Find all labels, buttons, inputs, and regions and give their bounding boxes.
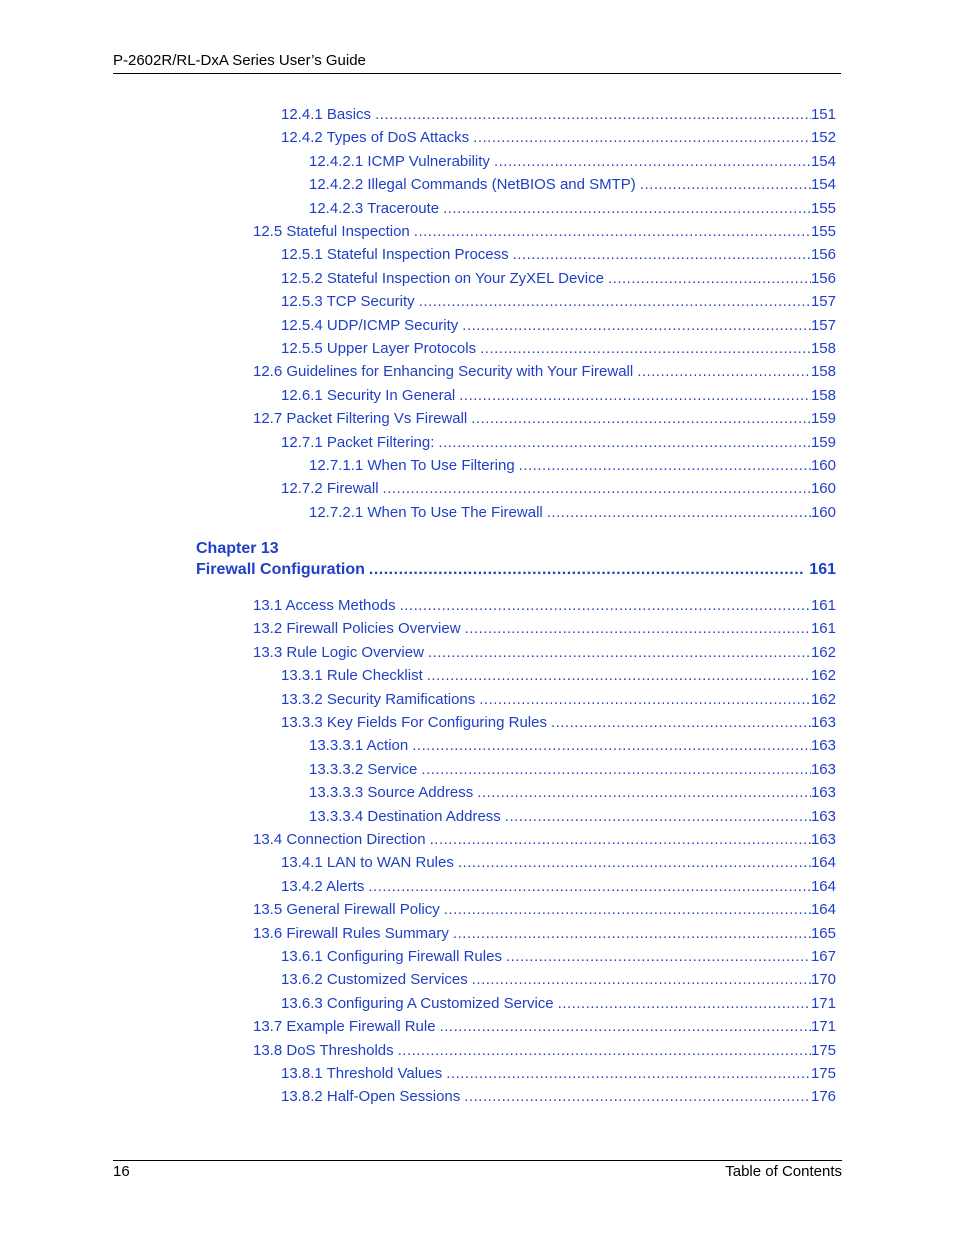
toc-entry[interactable]	[253, 831, 836, 851]
toc-entry[interactable]	[281, 714, 836, 734]
toc-entry-page: 158	[810, 340, 836, 357]
dot-leader	[400, 597, 811, 614]
toc-entry[interactable]	[281, 667, 836, 687]
toc-entry-title: 12.5.1 Stateful Inspection Process	[281, 246, 509, 264]
toc-entry-title: 12.4.2.3 Traceroute	[309, 199, 440, 217]
page-number: 16	[113, 1163, 130, 1180]
dot-leader	[558, 995, 811, 1012]
toc-entry-title: 12.7.2.1 When To Use The Firewall	[309, 503, 543, 521]
toc-entry-page: 154	[810, 152, 836, 170]
toc-entry[interactable]	[309, 504, 836, 524]
toc-entry-page: 157	[810, 293, 836, 311]
toc-entry-title: 12.5.4 UDP/ICMP Security	[281, 316, 459, 334]
toc-entry[interactable]	[253, 925, 836, 945]
toc-entry-title: 13.4.1 LAN to WAN Rules	[281, 854, 454, 872]
toc-entry-page: 157	[810, 316, 836, 334]
dot-leader	[398, 1042, 811, 1059]
toc-entry-title: 12.5.5 Upper Layer Protocols	[281, 340, 477, 357]
dot-leader	[414, 223, 811, 240]
toc-entry-title: 13.3.3.4 Destination Address	[309, 807, 501, 825]
toc-entry-page: 160	[810, 503, 836, 521]
dot-leader	[472, 971, 811, 988]
dot-leader	[383, 480, 811, 497]
dot-leader	[477, 784, 811, 801]
toc-entry-page: 161	[810, 620, 836, 638]
dot-leader	[444, 901, 811, 918]
toc-entry[interactable]	[309, 200, 836, 220]
toc-entry-title: 13.1 Access Methods	[253, 597, 396, 614]
toc-entry[interactable]	[281, 878, 836, 898]
toc-entry[interactable]	[281, 246, 836, 266]
toc-entry-page: 163	[810, 714, 836, 731]
toc-entry-page: 165	[810, 924, 836, 942]
dot-leader	[471, 410, 811, 427]
toc-entry-page: 161	[810, 597, 836, 614]
dot-leader	[453, 925, 811, 942]
toc-entry-title: 13.3.2 Security Ramifications	[281, 690, 476, 708]
guide-title: P-2602R/RL-DxA Series User’s Guide	[113, 52, 366, 69]
chapter-label[interactable]: Chapter 13	[196, 540, 279, 557]
chapter-page: 161	[809, 561, 836, 578]
toc-entry-page: 160	[810, 457, 836, 474]
toc-entry-title: 12.5.3 TCP Security	[281, 293, 415, 311]
toc-entry-page: 175	[810, 1041, 836, 1059]
toc-entry-title: 12.4.2 Types of DoS Attacks	[281, 129, 470, 147]
toc-entry-page: 176	[810, 1088, 836, 1106]
toc-entry[interactable]	[281, 129, 836, 149]
toc-entry[interactable]	[281, 106, 836, 126]
toc-entry-title: 13.3.1 Rule Checklist	[281, 667, 423, 685]
toc-entry-page: 152	[810, 129, 836, 147]
chapter-title: Firewall Configuration	[196, 561, 365, 578]
toc-entry[interactable]	[253, 901, 836, 921]
dot-leader	[368, 878, 811, 895]
dot-leader	[547, 504, 811, 521]
toc-entry-title: 12.5 Stateful Inspection	[253, 223, 410, 240]
toc-entry-title: 13.2 Firewall Policies Overview	[253, 620, 461, 638]
dot-leader	[551, 714, 811, 731]
toc-entry[interactable]	[281, 1065, 836, 1085]
toc-entry[interactable]	[281, 480, 836, 500]
dot-leader	[464, 1088, 811, 1105]
toc-entry[interactable]	[281, 340, 836, 360]
toc-entry[interactable]	[281, 1088, 836, 1108]
toc-entry[interactable]	[281, 270, 836, 290]
toc-entry-page: 158	[810, 386, 836, 404]
toc-entry[interactable]	[281, 948, 836, 968]
section-name: Table of Contents	[725, 1163, 842, 1180]
dot-leader	[637, 363, 811, 380]
toc-entry-page: 155	[810, 223, 836, 240]
toc-entry-title: 12.4.2.2 Illegal Commands (NetBIOS and SMTP)	[309, 176, 636, 194]
toc-entry-title: 13.7 Example Firewall Rule	[253, 1018, 436, 1036]
toc-entry-page: 163	[810, 760, 836, 778]
dot-leader	[427, 667, 811, 684]
toc-entry-title: 13.3.3 Key Fields For Configuring Rules	[281, 714, 547, 731]
dot-leader	[480, 340, 811, 357]
toc-entry-page: 159	[810, 433, 836, 451]
toc-entry-page: 156	[810, 269, 836, 287]
toc-entry[interactable]	[281, 854, 836, 874]
toc-entry-title: 13.6.3 Configuring A Customized Service	[281, 994, 554, 1012]
dot-leader	[640, 176, 811, 193]
toc-entry-title: 13.8.1 Threshold Values	[281, 1065, 443, 1082]
toc-entry[interactable]	[309, 153, 836, 173]
toc-entry-title: 13.3.3.1 Action	[309, 737, 409, 755]
toc-entry-title: 13.4.2 Alerts	[281, 877, 365, 895]
dot-leader	[412, 737, 811, 754]
dot-leader	[465, 620, 811, 637]
toc-entry-page: 171	[810, 1018, 836, 1036]
dot-leader	[375, 106, 811, 123]
toc-entry-title: 13.8 DoS Thresholds	[253, 1041, 394, 1059]
toc-entry-title: 12.6.1 Security In General	[281, 386, 456, 404]
toc-entry[interactable]	[253, 597, 836, 617]
toc-entry-title: 13.4 Connection Direction	[253, 831, 426, 848]
toc-entry-page: 155	[810, 199, 836, 217]
toc-entry-title: 12.7.1 Packet Filtering:	[281, 433, 435, 451]
toc-entry-page: 162	[810, 690, 836, 708]
toc-entry-title: 13.3.3.2 Service	[309, 760, 418, 778]
toc-entry-title: 12.4.1 Basics	[281, 106, 372, 123]
toc-entry-page: 162	[810, 667, 836, 685]
dot-leader	[513, 246, 811, 263]
dot-leader	[428, 644, 811, 661]
toc-entry-title: 13.8.2 Half-Open Sessions	[281, 1088, 461, 1106]
dot-leader	[462, 317, 811, 334]
toc-entry[interactable]	[281, 434, 836, 454]
toc-entry-title: 13.6 Firewall Rules Summary	[253, 924, 449, 942]
dot-leader	[419, 293, 811, 310]
toc-entry-title: 13.3.3.3 Source Address	[309, 784, 474, 802]
dot-leader	[369, 561, 805, 579]
toc-entry[interactable]	[281, 293, 836, 313]
toc-entry-title: 12.7.1.1 When To Use Filtering	[309, 457, 515, 474]
toc-entry[interactable]	[253, 223, 836, 243]
toc-entry-title: 13.6.1 Configuring Firewall Rules	[281, 948, 502, 965]
toc-entry-title: 13.5 General Firewall Policy	[253, 901, 440, 919]
dot-leader	[519, 457, 811, 474]
toc-entry[interactable]	[253, 620, 836, 640]
toc-entry-title: 12.6 Guidelines for Enhancing Security with Your Firewall	[253, 363, 634, 381]
dot-leader	[446, 1065, 811, 1082]
toc-entry-page: 167	[810, 948, 836, 965]
toc-entry[interactable]	[253, 363, 836, 383]
toc-entry-page: 163	[810, 831, 836, 848]
toc-entry[interactable]	[309, 784, 836, 804]
toc-entry-title: 12.4.2.1 ICMP Vulnerability	[309, 152, 490, 170]
toc-entry[interactable]	[309, 808, 836, 828]
toc-entry-page: 163	[810, 807, 836, 825]
toc-entry[interactable]	[281, 691, 836, 711]
toc-entry-page: 163	[810, 784, 836, 802]
toc-entry-page: 163	[810, 737, 836, 755]
toc-entry[interactable]	[253, 1018, 836, 1038]
toc-entry-page: 158	[810, 363, 836, 381]
dot-leader	[443, 200, 811, 217]
toc-entry-page: 171	[810, 994, 836, 1012]
toc-entry-page: 160	[810, 480, 836, 498]
page-footer	[113, 1160, 842, 1183]
toc-entry-page: 164	[810, 877, 836, 895]
toc-entry-page: 164	[810, 901, 836, 919]
dot-leader	[608, 270, 811, 287]
toc-entry[interactable]	[309, 761, 836, 781]
toc-entry-page: 151	[810, 106, 836, 123]
toc-entry-title: 13.3 Rule Logic Overview	[253, 643, 424, 661]
toc-entry-page: 175	[810, 1065, 836, 1082]
toc-entry-title: 12.5.2 Stateful Inspection on Your ZyXEL Device	[281, 269, 604, 287]
toc-entry[interactable]	[281, 317, 836, 337]
toc-entry-page: 162	[810, 643, 836, 661]
dot-leader	[421, 761, 811, 778]
toc-entry[interactable]	[253, 410, 836, 430]
dot-leader	[473, 129, 811, 146]
toc-entry-page: 164	[810, 854, 836, 872]
dot-leader	[458, 854, 811, 871]
toc-entry-title: 12.7 Packet Filtering Vs Firewall	[253, 410, 468, 428]
toc-entry-page: 170	[810, 971, 836, 989]
toc-entry[interactable]	[253, 1042, 836, 1062]
toc-entry-page: 156	[810, 246, 836, 264]
chapter-title-link[interactable]	[196, 561, 836, 583]
toc-entry-page: 154	[810, 176, 836, 194]
page-header	[113, 51, 841, 74]
toc-entry[interactable]	[281, 387, 836, 407]
dot-leader	[505, 808, 811, 825]
dot-leader	[430, 831, 811, 848]
toc-entry[interactable]	[281, 995, 836, 1015]
dot-leader	[440, 1018, 811, 1035]
dot-leader	[438, 434, 811, 451]
dot-leader	[479, 691, 811, 708]
toc-entry-page: 159	[810, 410, 836, 428]
toc-entry-title: 12.7.2 Firewall	[281, 480, 379, 498]
toc-entry[interactable]	[281, 971, 836, 991]
toc-entry[interactable]	[309, 737, 836, 757]
toc-entry[interactable]	[309, 457, 836, 477]
toc-entry[interactable]	[309, 176, 836, 196]
dot-leader	[506, 948, 811, 965]
dot-leader	[459, 387, 811, 404]
toc-entry-title: 13.6.2 Customized Services	[281, 971, 468, 989]
dot-leader	[494, 153, 811, 170]
toc-entry[interactable]	[253, 644, 836, 664]
